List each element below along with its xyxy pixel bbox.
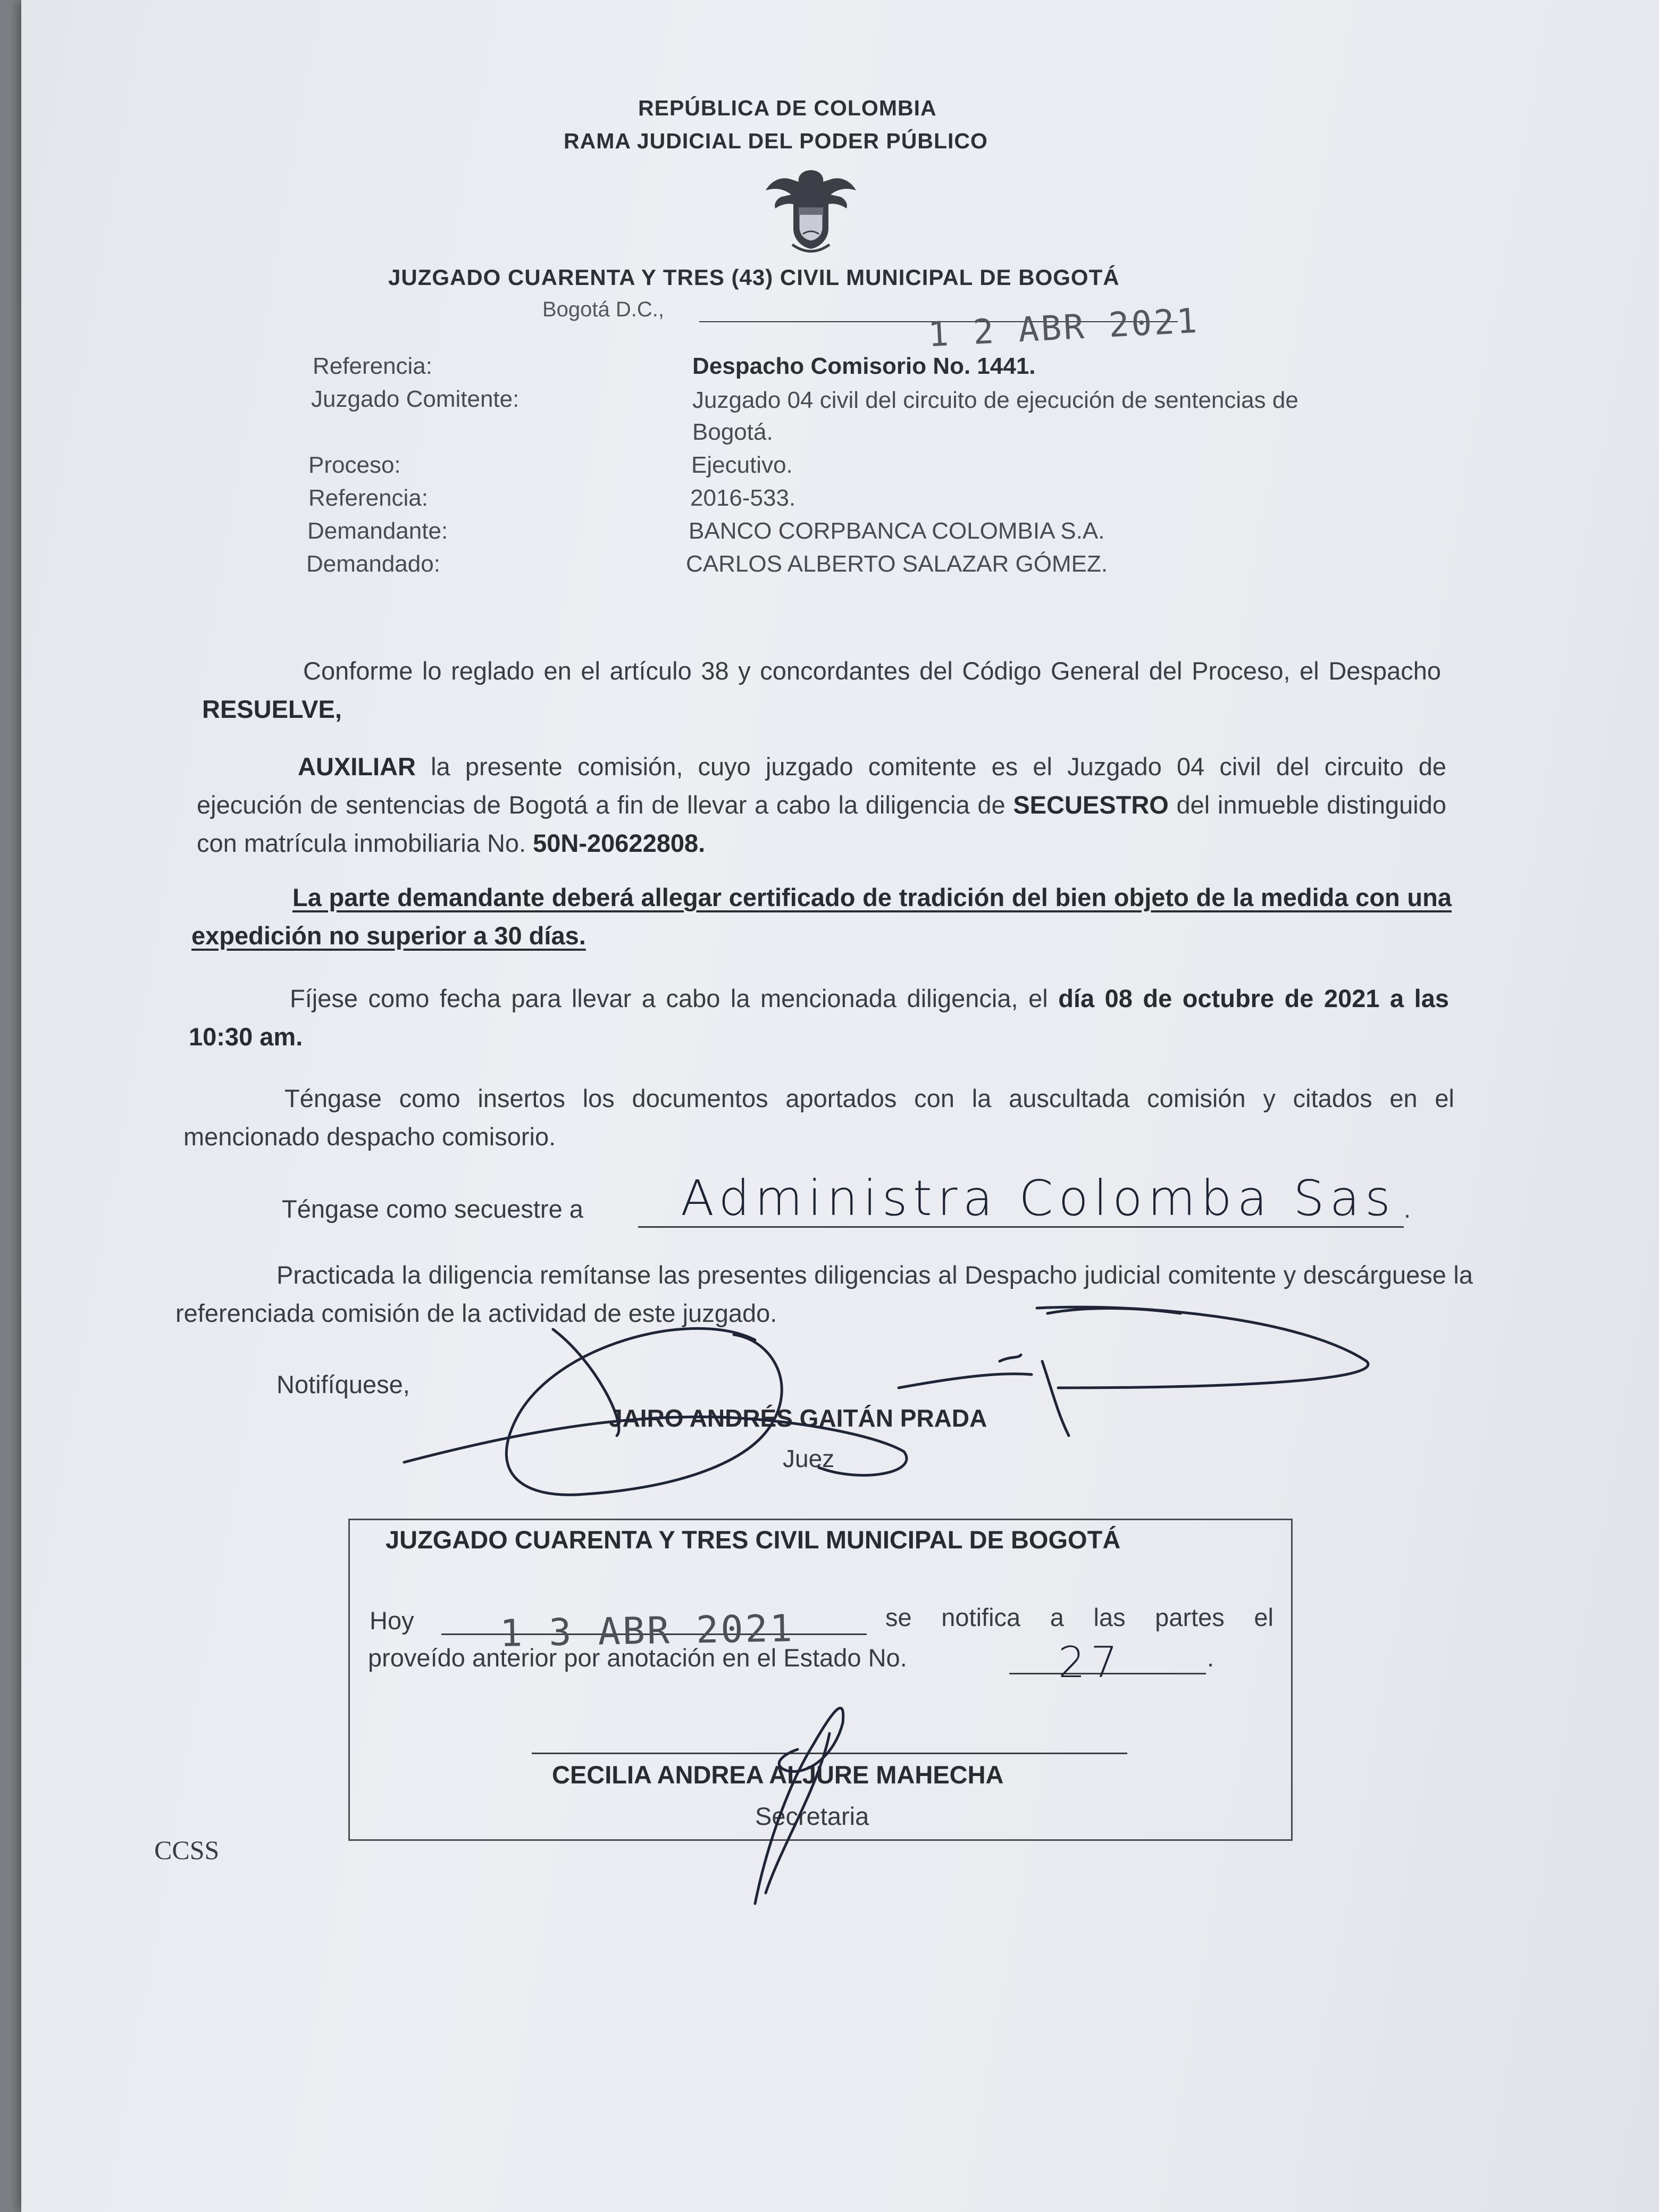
judge-name: JAIRO ANDRÉS GAITÁN PRADA xyxy=(609,1404,987,1432)
box-date-stamp: 1 3 ABR 2021 xyxy=(499,1606,795,1655)
p1-bold: RESUELVE, xyxy=(202,695,342,723)
p2-bold-secuestro: SECUESTRO xyxy=(1013,791,1169,819)
secuestre-period: . xyxy=(1404,1195,1411,1223)
paragraph-demandante-certificado: La parte demandante deberá allegar certificado de tradición del bien objeto de la medida con una expedición no superior a 30 días. xyxy=(191,883,1452,950)
coat-of-arms-icon xyxy=(760,160,861,261)
ref-value: BANCO CORPBANCA COLOMBIA S.A. xyxy=(689,518,1105,544)
ref-label: Referencia: xyxy=(313,353,433,379)
ref-value: Despacho Comisorio No. 1441. xyxy=(692,353,1036,379)
ref-value: CARLOS ALBERTO SALAZAR GÓMEZ. xyxy=(686,551,1108,577)
court-name: JUZGADO CUARENTA Y TRES (43) CIVIL MUNICIPAL DE BOGOTÁ xyxy=(388,265,1120,290)
ref-value: Ejecutivo. xyxy=(691,452,793,478)
secuestre-label: Téngase como secuestre a xyxy=(282,1195,583,1223)
secretary-line xyxy=(532,1753,1127,1754)
p4-text: Fíjese como fecha para llevar a cabo la mencionada diligencia, el xyxy=(290,984,1048,1012)
notification-box xyxy=(348,1519,1293,1841)
ref-label: Referencia: xyxy=(308,485,429,511)
date-stamp: 1 2 ABR 2021 xyxy=(927,301,1200,355)
box-period: . xyxy=(1207,1644,1214,1672)
paragraph-auxiliar xyxy=(197,748,1446,862)
ref-value: 2016-533. xyxy=(690,485,796,511)
secuestre-handwritten: Administra Colomba Sas xyxy=(681,1170,1396,1227)
ref-value-cont: Bogotá. xyxy=(692,419,773,445)
ref-label: Demandado: xyxy=(306,551,440,577)
box-text2: proveído anterior por anotación en el Estado No. xyxy=(368,1644,907,1672)
header-branch: RAMA JUDICIAL DEL PODER PÚBLICO xyxy=(564,129,988,153)
paragraph-insertos: Téngase como insertos los documentos aportados con la auscultada comisión y citados en el mencionado despacho comisorio. xyxy=(183,1084,1454,1151)
ref-label: Juzgado Comitente: xyxy=(311,386,520,412)
secretary-name: CECILIA ANDREA ALJURE MAHECHA xyxy=(552,1761,1004,1789)
paragraph-conforme xyxy=(202,652,1441,728)
city-label: Bogotá D.C., xyxy=(542,298,665,321)
ref-value: Juzgado 04 civil del circuito de ejecución de sentencias de xyxy=(692,387,1298,413)
p2-bold-matricula: 50N-20622808. xyxy=(533,829,706,857)
ref-label: Demandante: xyxy=(307,518,448,544)
ref-label: Proceso: xyxy=(308,452,401,478)
document-page xyxy=(21,0,1659,2212)
notify-text: Notifíquese, xyxy=(276,1370,410,1398)
box-hoy: Hoy xyxy=(370,1606,414,1635)
p2-text-inmueble: del inmueble distinguido con matrícula inmobiliaria No. xyxy=(197,791,1446,857)
box-title: JUZGADO CUARENTA Y TRES CIVIL MUNICIPAL DE BOGOTÁ xyxy=(386,1526,1121,1554)
footer-initials: CCSS xyxy=(154,1835,220,1865)
p1-text: Conforme lo reglado en el artículo 38 y concordantes del Código General del Proceso, el Despacho xyxy=(303,657,1441,685)
paragraph-practicada: Practicada la diligencia remítanse las presentes diligencias al Despacho judicial comitente y descárguese la referenciada comisión de la actividad de este juzgado. xyxy=(175,1261,1473,1327)
p2-bold-auxiliar: AUXILIAR xyxy=(298,752,416,781)
p2-text: la presente comisión, cuyo juzgado comitente es el Juzgado 04 civil del circuito de ejecución de sentencias de Bogotá a fin de llevar a cabo la diligencia de xyxy=(197,752,1447,819)
box-text1: se notifica a las partes el xyxy=(885,1603,1273,1631)
judge-role: Juez xyxy=(783,1445,835,1472)
box-estado-number: 27 xyxy=(1058,1638,1123,1687)
secretary-role: Secretaria xyxy=(755,1802,869,1830)
header-republic: REPÚBLICA DE COLOMBIA xyxy=(638,96,937,120)
p4-bold: día 08 de octubre de 2021 a las 10:30 am. xyxy=(189,984,1449,1051)
paragraph-fecha xyxy=(189,979,1449,1056)
